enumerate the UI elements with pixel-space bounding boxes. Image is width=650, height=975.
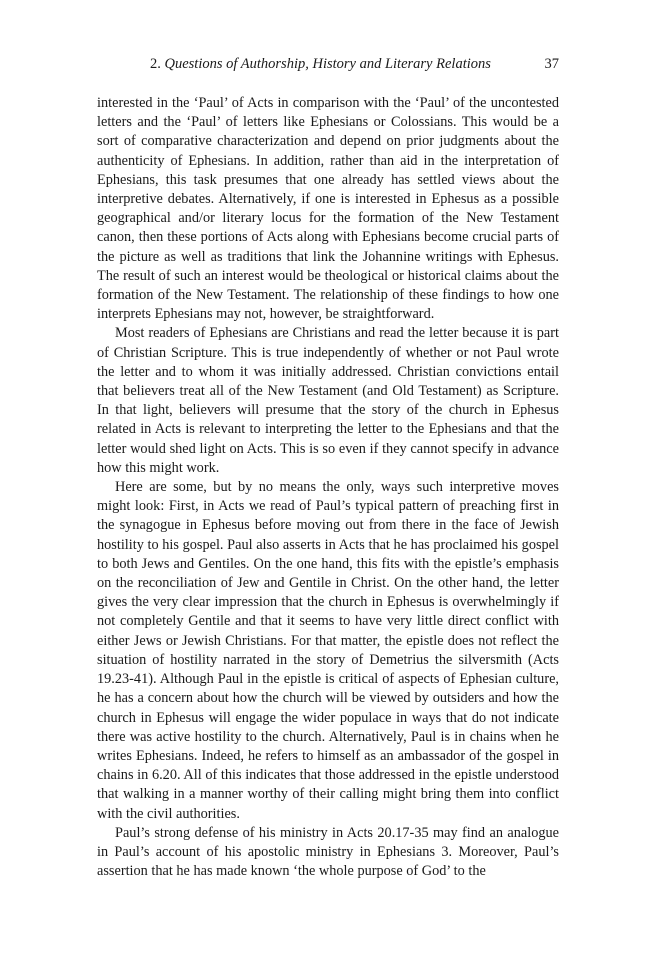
paragraph: Here are some, but by no means the only, ways such interpretive moves might look: First, in Acts we read of Paul’s typical pattern of preaching first in the synagogue in Ephesus before moving out from there in the face of Jewish hostility to his gospel. Paul also asserts in Acts that he has proclaimed his gospel to both Jews and Gentiles. On the one hand, this fits with the epistle’s emphasis on the reconciliation of Jew and Gentile in Christ. On the other hand, the letter gives the very clear impression that the church in Ephesus is overwhelmingly if not completely Gentile and that it seems to have very little direct conflict with either Jews or Jewish Christians. For that matter, the epistle does not reflect the situation of hostility narrated in the story of Demetrius the silversmith (Acts 19.23-41). Although Paul in the epistle is critical of aspects of Ephesian culture, he has a concern about how the church will be viewed by outsiders and how the church in Ephesus will engage the wider populace in ways that do not indicate there was active hostility to the church. Alternatively, Paul is in chains when he writes Ephesians. Indeed, he refers to himself as an ambassador of the gospel in chains in 6.20. All of this indicates that those addressed in the epistle understood that walking in a manner worthy of their calling might bring them into conflict with the civil authorities.: [97, 479, 559, 822]
paragraph: Most readers of Ephesians are Christians and read the letter because it is part of Christian Scripture. This is true independently of whether or not Paul wrote the letter and to whom it was initially addressed. Christian convictions entail that believers treat all of the New Testament (and Old Testament) as Scripture. In that light, believers will presume that the story of the church in Ephesus related in Acts is relevant to interpreting the letter to the Ephesians and that the letter would shed light on Acts. This is so even if they cannot specify in advance how this might work.: [97, 325, 559, 476]
running-header: [97, 56, 559, 76]
running-title: [150, 56, 491, 73]
chapter-title: Questions of Authorship, History and Literary Relations: [164, 56, 491, 72]
chapter-number: 2.: [150, 56, 161, 72]
paragraph: interested in the ‘Paul’ of Acts in comparison with the ‘Paul’ of the uncontested letters and the ‘Paul’ of letters like Ephesians or Colossians. This would be a sort of comparative characterization and depend on prior judgments about the authenticity of Ephesians. In addition, rather than aid in the interpretation of Ephesians, this task presumes that one already has settled views about the interpretive debates. Alternatively, if one is interested in Ephesus as a possible geographical and/or literary locus for the formation of the New Testament canon, then these portions of Acts along with Ephesians become crucial parts of the picture as well as traditions that link the Johannine writings with Ephesus. The result of such an interest would be theological or historical claims about the formation of the New Testament. The relationship of these findings to how one interprets Ephesians may not, however, be straightforward.: [97, 95, 559, 323]
paragraph: Paul’s strong defense of his ministry in Acts 20.17-35 may find an analogue in Paul’s account of his apostolic ministry in Ephesians 3. Moreover, Paul’s assertion that he has made known ‘the whole purpose of God’ to the: [97, 824, 559, 880]
page-number: 37: [544, 56, 559, 72]
body-text: [97, 94, 559, 881]
